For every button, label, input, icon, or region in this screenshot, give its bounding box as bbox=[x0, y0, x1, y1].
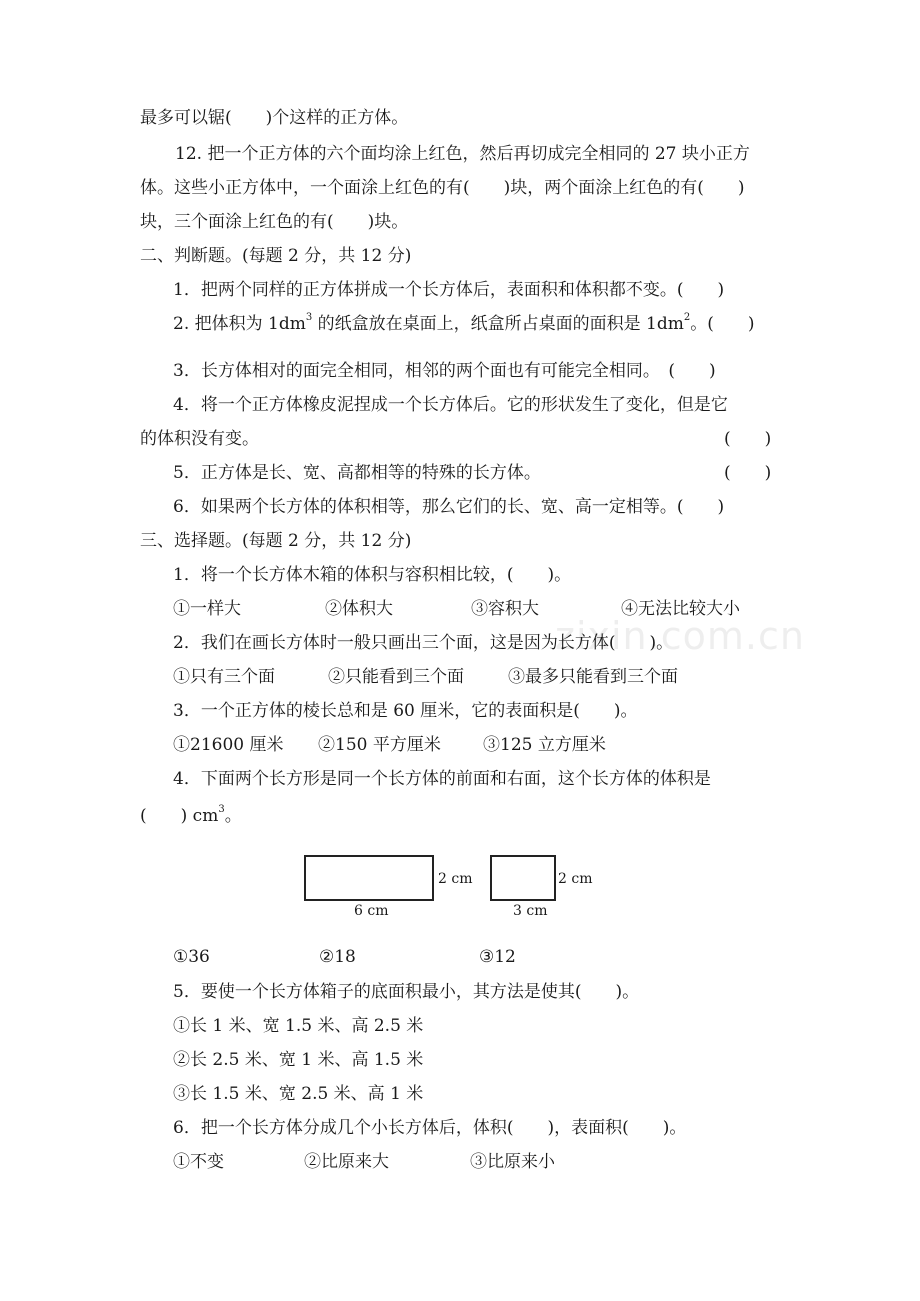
judge-2 bbox=[173, 313, 755, 335]
choice-4-line-1: 4．下面两个长方形是同一个长方体的前面和右面，这个长方体的体积是 bbox=[173, 769, 711, 789]
judge-4-line-1: 4．将一个正方体橡皮泥捏成一个长方体后。它的形状发生了变化，但是它 bbox=[173, 395, 728, 415]
judge-2-mid: 的纸盒放在桌面上，纸盒所占桌面的面积是 1dm bbox=[312, 314, 684, 334]
section-2-title: 二、判断题。(每题 2 分，共 12 分) bbox=[140, 246, 412, 266]
choice-4-unit-sup: 3 bbox=[218, 804, 225, 816]
front-face-height-label: 2 cm bbox=[438, 871, 473, 887]
choice-1-option-d: ④无法比较大小 bbox=[621, 599, 740, 619]
choice-1-option-c: ③容积大 bbox=[471, 599, 539, 619]
choice-4-option-b: ②18 bbox=[319, 947, 356, 967]
choice-3-option-b: ②150 平方厘米 bbox=[318, 735, 441, 755]
judge-4-bracket: ( ) bbox=[724, 429, 772, 449]
front-face-width-label: 6 cm bbox=[354, 903, 389, 919]
choice-6-option-b: ②比原来大 bbox=[304, 1152, 389, 1172]
judge-3: 3．长方体相对的面完全相同，相邻的两个面也有可能完全相同。 ( ) bbox=[173, 361, 716, 381]
judge-5-bracket: ( ) bbox=[724, 463, 772, 483]
judge-6: 6．如果两个长方体的体积相等，那么它们的长、宽、高一定相等。( ) bbox=[173, 497, 725, 517]
judge-2-post: 。( ) bbox=[690, 314, 755, 334]
judge-2-sup-1: 3 bbox=[305, 312, 313, 324]
choice-2-options bbox=[173, 666, 678, 688]
choice-4-option-c: ③12 bbox=[479, 947, 516, 967]
judge-1: 1．把两个同样的正方体拼成一个长方体后，表面积和体积都不变。( ) bbox=[173, 280, 725, 300]
choice-4-options bbox=[173, 946, 516, 968]
choice-3-option-c: ③125 立方厘米 bbox=[483, 735, 606, 755]
right-face-rectangle bbox=[490, 855, 556, 901]
judge-2-sup-2: 2 bbox=[683, 312, 691, 324]
choice-2-option-a: ①只有三个面 bbox=[173, 667, 275, 687]
choice-5: 5．要使一个长方体箱子的底面积最小，其方法是使其( )。 bbox=[173, 982, 640, 1002]
choice-1: 1．将一个长方体木箱的体积与容积相比较，( )。 bbox=[173, 565, 572, 585]
choice-3-option-a: ①21600 厘米 bbox=[173, 735, 284, 755]
choice-6-option-a: ①不变 bbox=[173, 1152, 224, 1172]
choice-4-answer-blank: ( ) cm bbox=[140, 806, 219, 826]
choice-4-line-2 bbox=[140, 805, 242, 827]
choice-4-period: 。 bbox=[224, 806, 242, 826]
choice-6-option-c: ③比原来小 bbox=[470, 1152, 555, 1172]
judge-5: 5．正方体是长、宽、高都相等的特殊的长方体。 bbox=[173, 463, 541, 483]
watermark: zixin.com.cn bbox=[555, 614, 805, 658]
choice-5-option-c: ③长 1.5 米、宽 2.5 米、高 1 米 bbox=[173, 1084, 424, 1104]
choice-3: 3．一个正方体的棱长总和是 60 厘米，它的表面积是( )。 bbox=[173, 701, 638, 721]
q12-line-3: 块，三个面涂上红色的有( )块。 bbox=[140, 212, 409, 232]
choice-6: 6．把一个长方体分成几个小长方体后，体积( )，表面积( )。 bbox=[173, 1118, 687, 1138]
choice-3-options bbox=[173, 734, 606, 756]
choice-5-option-a: ①长 1 米、宽 1.5 米、高 2.5 米 bbox=[173, 1016, 424, 1036]
front-face-rectangle bbox=[304, 855, 434, 901]
choice-2-option-b: ②只能看到三个面 bbox=[328, 667, 464, 687]
choice-2: 2．我们在画长方体时一般只画出三个面，这是因为长方体( )。 bbox=[173, 633, 674, 653]
q12-line-2: 体。这些小正方体中，一个面涂上红色的有( )块，两个面涂上红色的有( ) bbox=[140, 178, 745, 198]
choice-2-option-c: ③最多只能看到三个面 bbox=[508, 667, 678, 687]
q11-tail: 最多可以锯( )个这样的正方体。 bbox=[140, 108, 409, 128]
choice-1-options bbox=[173, 598, 740, 620]
judge-4-line-2: 的体积没有变。 bbox=[140, 429, 259, 449]
q12-line-1: 12. 把一个正方体的六个面均涂上红色，然后再切成完全相同的 27 块小正方 bbox=[175, 144, 750, 164]
judge-2-pre: 2. 把体积为 1dm bbox=[173, 314, 306, 334]
choice-1-option-a: ①一样大 bbox=[173, 599, 241, 619]
choice-4-option-a: ①36 bbox=[173, 947, 210, 967]
choice-5-option-b: ②长 2.5 米、宽 1 米、高 1.5 米 bbox=[173, 1050, 424, 1070]
right-face-width-label: 3 cm bbox=[513, 903, 548, 919]
choice-6-options bbox=[173, 1151, 555, 1173]
right-face-height-label: 2 cm bbox=[558, 871, 593, 887]
section-3-title: 三、选择题。(每题 2 分，共 12 分) bbox=[140, 531, 412, 551]
choice-1-option-b: ②体积大 bbox=[325, 599, 393, 619]
